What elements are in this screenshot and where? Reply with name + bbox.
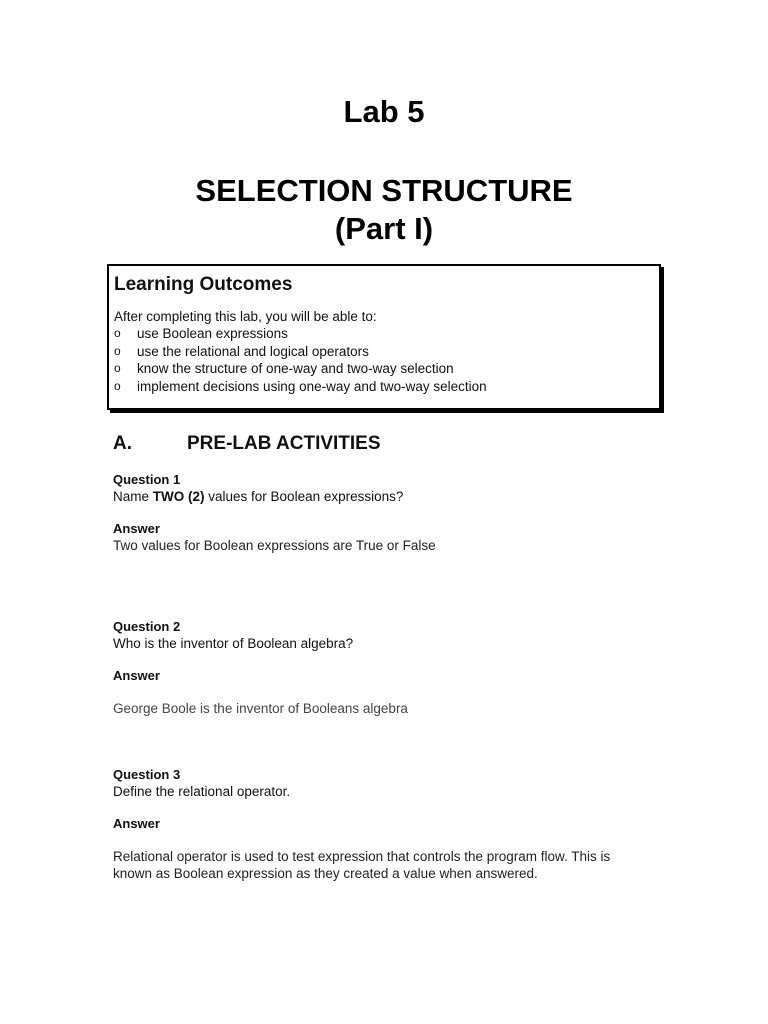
list-item-text: use the relational and logical operators bbox=[137, 343, 369, 359]
section-letter: A. bbox=[113, 433, 132, 454]
learning-outcomes-heading: Learning Outcomes bbox=[114, 274, 293, 295]
learning-outcomes-list bbox=[114, 325, 487, 395]
question-3-block bbox=[113, 767, 653, 800]
main-title-line2: (Part I) bbox=[334, 211, 434, 246]
list-item-text: use Boolean expressions bbox=[137, 326, 288, 341]
answer-text-line: Relational operator is used to test expression that controls the program flow. This is bbox=[113, 849, 611, 864]
list-item-text: implement decisions using one-way and two-way selection bbox=[137, 378, 487, 394]
bullet-icon: o bbox=[114, 343, 121, 358]
bullet-icon: o bbox=[114, 326, 121, 340]
answer-text: Two values for Boolean expressions are True or False bbox=[113, 538, 436, 553]
list-item bbox=[114, 325, 487, 343]
section-heading bbox=[113, 432, 381, 456]
answer-label: Answer bbox=[113, 816, 160, 831]
answer-1-block bbox=[113, 521, 653, 554]
answer-label: Answer bbox=[113, 521, 160, 536]
answer-3-label-block bbox=[113, 816, 653, 832]
question-text: Define the relational operator. bbox=[113, 784, 291, 799]
lab-title: Lab 5 bbox=[343, 94, 425, 129]
bullet-icon: o bbox=[114, 378, 121, 393]
question-2-block bbox=[113, 619, 653, 652]
question-text-bold: TWO (2) bbox=[152, 489, 205, 504]
list-item bbox=[114, 343, 487, 361]
learning-outcomes-box bbox=[107, 264, 661, 410]
learning-outcomes-intro: After completing this lab, you will be able to: bbox=[114, 309, 377, 324]
question-text-prefix: Name bbox=[113, 489, 153, 504]
list-item bbox=[114, 378, 487, 396]
question-text-suffix: values for Boolean expressions? bbox=[204, 489, 404, 504]
answer-2-label-block bbox=[113, 668, 653, 684]
list-item-text: know the structure of one-way and two-way selection bbox=[137, 361, 454, 376]
main-title bbox=[0, 172, 768, 248]
main-title-line1: SELECTION STRUCTURE bbox=[195, 173, 573, 208]
answer-label: Answer bbox=[113, 668, 160, 683]
section-title: PRE-LAB ACTIVITIES bbox=[187, 433, 381, 454]
question-text bbox=[113, 488, 653, 505]
bullet-icon: o bbox=[114, 361, 121, 375]
question-label: Question 1 bbox=[113, 472, 181, 487]
answer-text-line: known as Boolean expression as they created a value when answered. bbox=[113, 866, 538, 881]
question-1-block bbox=[113, 472, 653, 505]
list-item bbox=[114, 360, 487, 378]
answer-3-text bbox=[113, 848, 673, 882]
answer-text: George Boole is the inventor of Booleans algebra bbox=[113, 701, 408, 716]
question-text: Who is the inventor of Boolean algebra? bbox=[113, 636, 354, 651]
question-label: Question 2 bbox=[113, 619, 181, 634]
question-label: Question 3 bbox=[113, 767, 181, 782]
